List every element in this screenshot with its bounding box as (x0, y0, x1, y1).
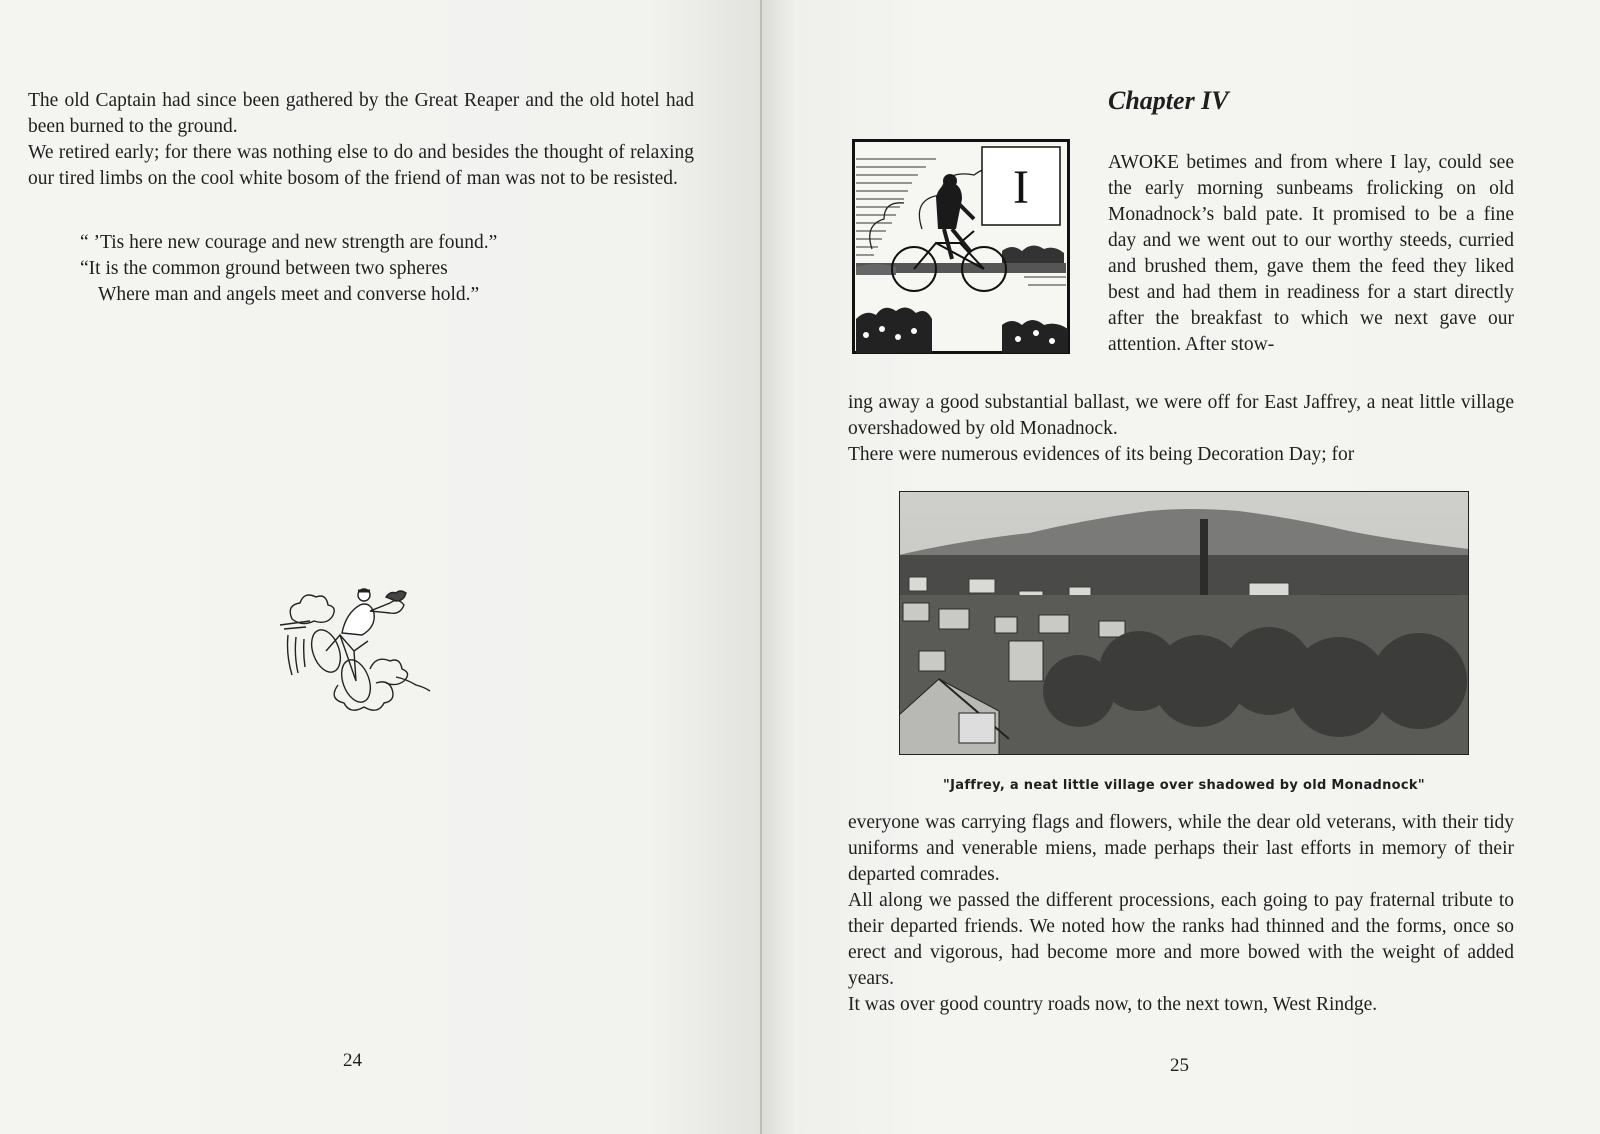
after-photo-text (848, 810, 1514, 1018)
paragraph: AWOKE betimes and from where I lay, could see the early morning sunbeams frolicking on old Monadnock’s bald pate. It promised to be a fine day and we went out to our worthy steeds, curried and brushed them, gave them the feed they liked best and had them in readiness for a start directly after the breakfast to which we next gave our attention. After stow- (1108, 152, 1514, 355)
chapter-title: Chapter IV (1108, 86, 1229, 115)
page-number: 25 (1170, 1055, 1189, 1076)
poem-quote (80, 230, 680, 308)
paragraph: There were numerous evidences of its being Decoration Day; for (848, 444, 1355, 465)
paragraph: ing away a good substantial ballast, we were off for East Jaffrey, a neat little village overshadowed by old Monadnock. (848, 392, 1514, 439)
chapter-continuation-text (848, 390, 1514, 468)
poem-line: “ ’Tis here new courage and new strength are found.” (80, 232, 498, 253)
paragraph: It was over good country roads now, to the next town, West Rindge. (848, 994, 1378, 1015)
paragraph: We retired early; for there was nothing else to do and besides the thought of relaxing our tired limbs on the cool white bosom of the friend of man was not to be resisted. (28, 142, 694, 189)
cyclist-vignette-illustration (278, 585, 438, 735)
poem-line: Where man and angels meet and converse hold.” (98, 284, 480, 305)
page-number: 24 (343, 1050, 362, 1071)
photo-caption: "Jaffrey, a neat little village over shadowed by old Monadnock" (943, 778, 1425, 793)
poem-line: “It is the common ground between two spheres (80, 258, 448, 279)
drop-cap-letter: I (1013, 161, 1029, 214)
paragraph: everyone was carrying flags and flowers, while the dear old veterans, with their tidy uniforms and venerable miens, made perhaps their last efforts in memory of their departed comrades. (848, 812, 1514, 885)
left-page (0, 0, 762, 1134)
paragraph: The old Captain had since been gathered by the Great Reaper and the old hotel had been burned to the ground. (28, 90, 694, 137)
drop-cap-illustration (852, 139, 1070, 354)
left-page-text (28, 88, 694, 192)
jaffrey-village-photo (899, 491, 1469, 755)
paragraph: All along we passed the different processions, each going to pay fraternal tribute to their departed friends. We noted how the ranks had thinned and the forms, once so erect and vigorous, had become more and more bowed with the weight of added years. (848, 890, 1514, 989)
chapter-opening-text (1108, 150, 1514, 358)
